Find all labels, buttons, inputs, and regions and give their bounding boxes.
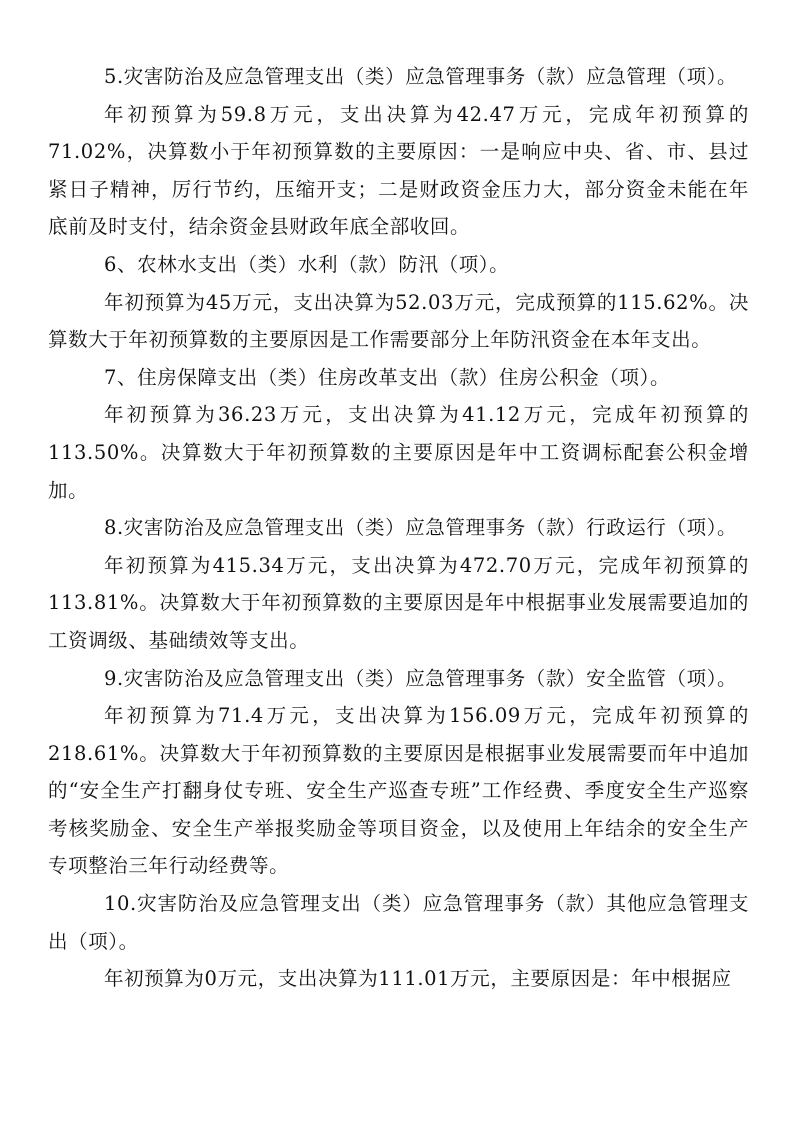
- section-heading-10: 10.灾害防治及应急管理支出（类）应急管理事务（款）其他应急管理支出（项）。: [48, 892, 749, 953]
- section-body-8: 年初预算为415.34万元，支出决算为472.70万元，完成年初预算的113.81%。决算数大于年初预算数的主要原因是年中根据事业发展需要追加的工资调级、基础绩效等支出。: [48, 553, 749, 652]
- section-body-6: 年初预算为45万元，支出决算为52.03万元，完成预算的115.62%。决算数大于年初预算数的主要原因是工作需要部分上年防汛资金在本年支出。: [48, 290, 749, 352]
- section-body-9: 年初预算为71.4万元，支出决算为156.09万元，完成年初预算的218.61%。决算数大于年初预算数的主要原因是根据事业发展需要而年中追加的“安全生产打翻身仗专班、安全生产巡查专班”工作经费、季度安全生产巡察考核奖励金、安全生产举报奖励金等项目资金，以及使用上年结余的安全生产专项整治三年行动经费等。: [48, 704, 749, 878]
- section-heading-7: 7、住房保障支出（类）住房改革支出（款）住房公积金（项）。: [104, 365, 671, 389]
- section-body-7: 年初预算为36.23万元，支出决算为41.12万元，完成年初预算的113.50%。决算数大于年初预算数的主要原因是年中工资调标配套公积金增加。: [48, 403, 749, 502]
- section-heading-8: 8.灾害防治及应急管理支出（类）应急管理事务（款）行政运行（项）。: [104, 516, 738, 540]
- section-heading-9: 9.灾害防治及应急管理支出（类）应急管理事务（款）安全监管（项）。: [104, 666, 738, 690]
- section-body-10: 年初预算为0万元，支出决算为111.01万元，主要原因是：年中根据应: [104, 967, 732, 991]
- section-heading-5: 5.灾害防治及应急管理支出（类）应急管理事务（款）应急管理（项）。: [104, 65, 738, 88]
- section-body-5: 年初预算为59.8万元，支出决算为42.47万元，完成年初预算的71.02%，决算数小于年初预算数的主要原因：一是响应中央、省、市、县过紧日子精神，厉行节约，压缩开支；二是财政资金压力大，部分资金未能在年底前及时支付，结余资金县财政年底全部收回。: [48, 102, 749, 239]
- section-heading-6: 6、农林水支出（类）水利（款）防汛（项）。: [104, 252, 510, 276]
